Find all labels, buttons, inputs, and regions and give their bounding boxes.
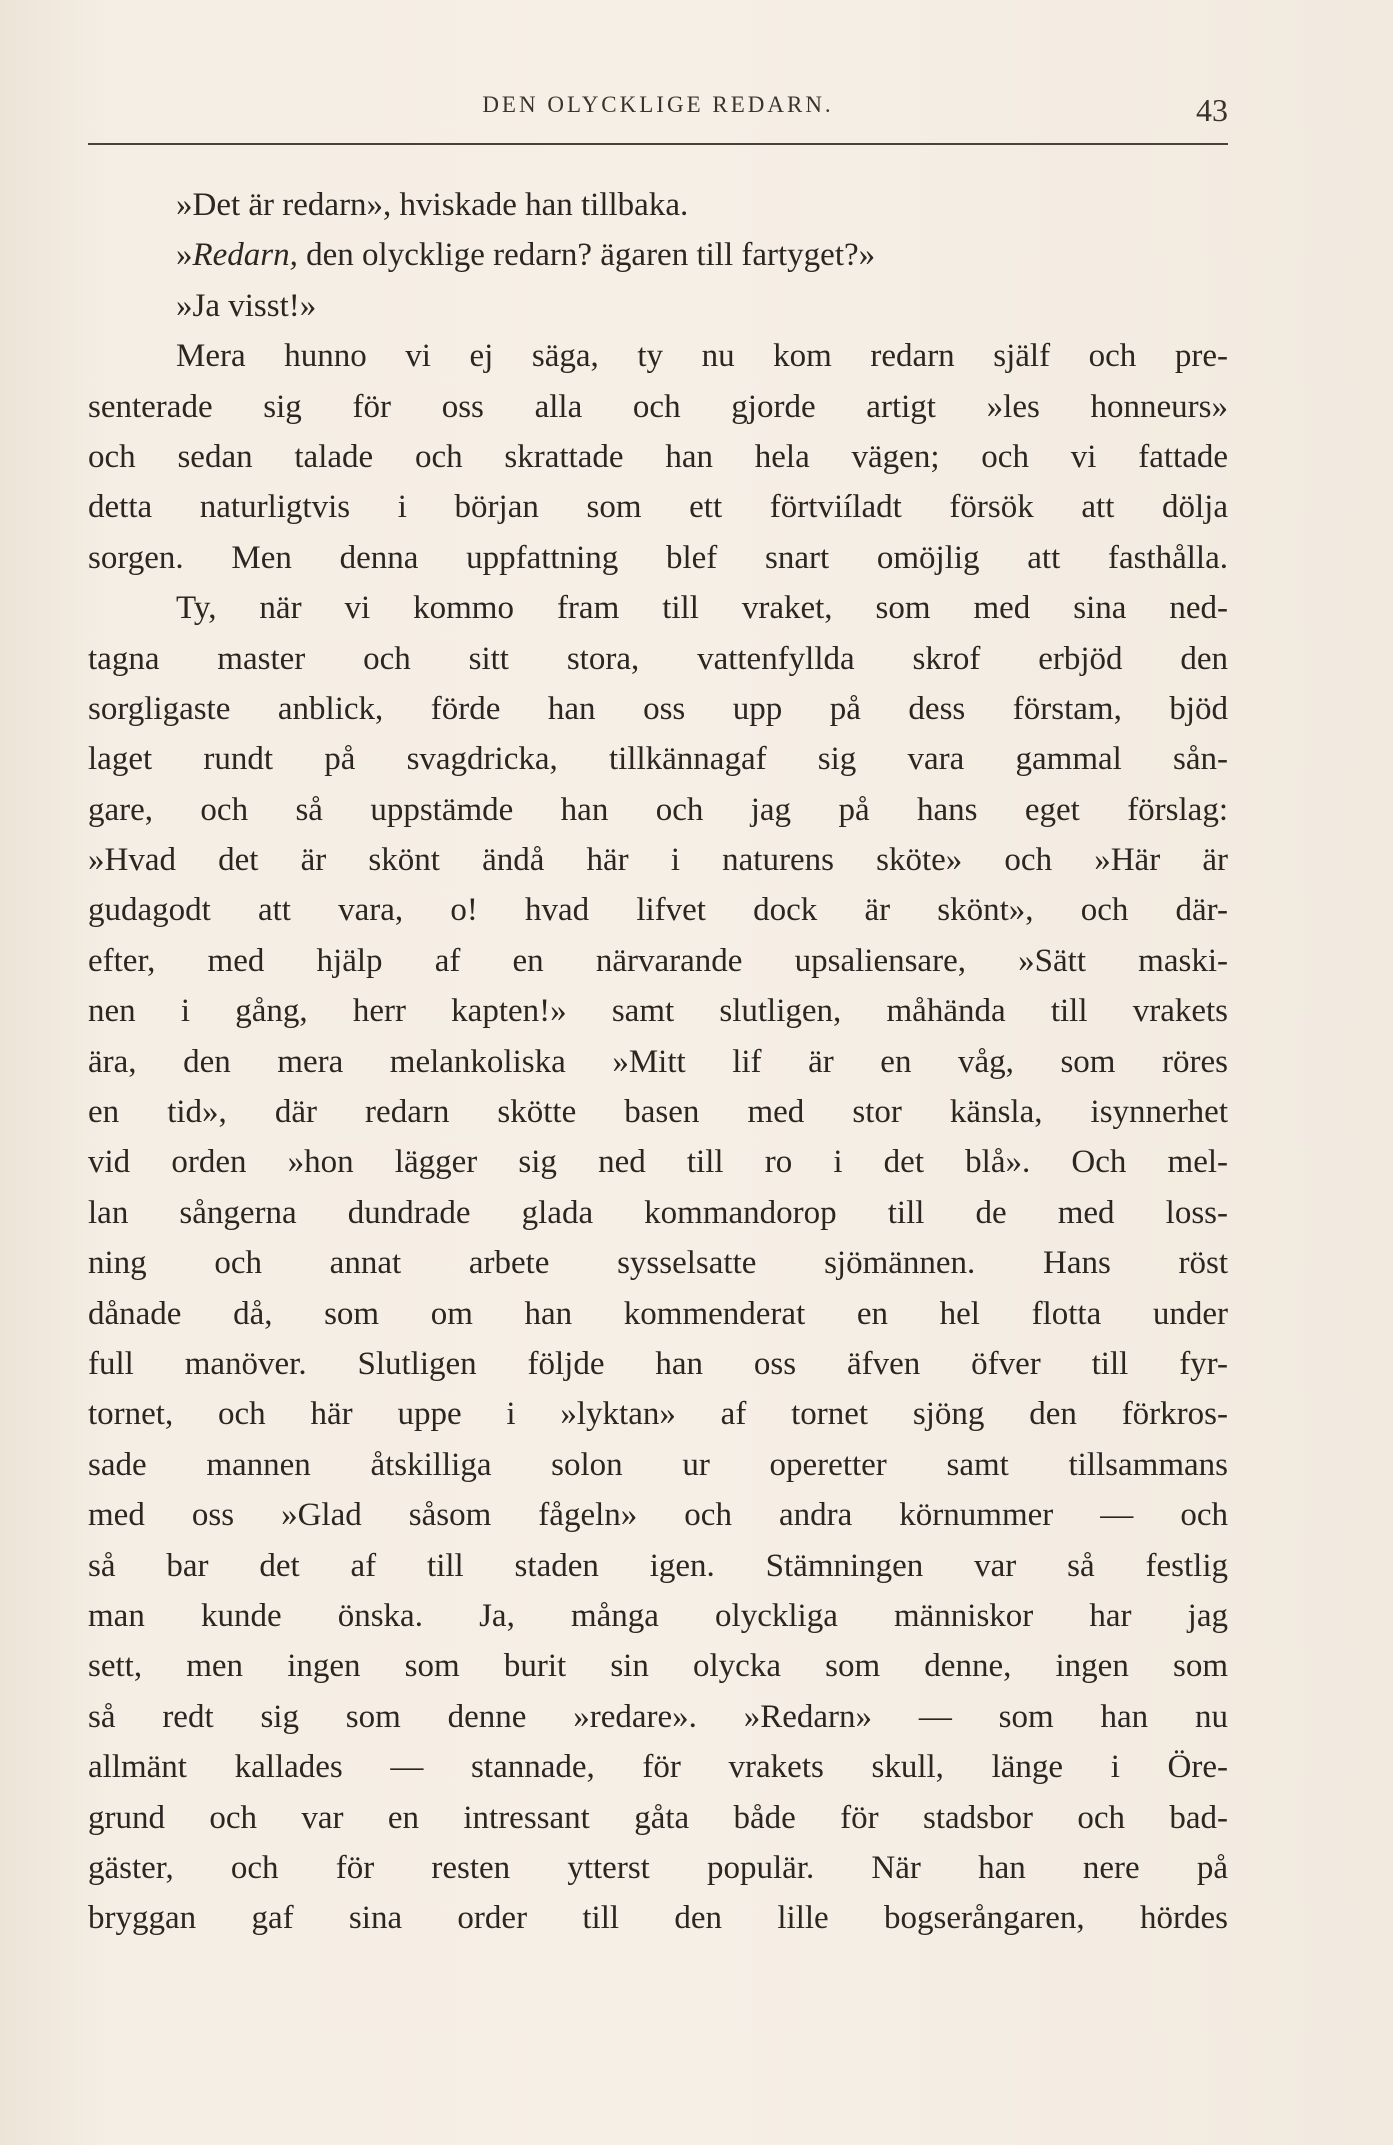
text-line: nen i gång, herr kapten!» samt slutligen, måhända till vrakets (88, 993, 1228, 1030)
text-line: allmänt kallades — stannade, för vrakets skull, länge i Öre- (88, 1749, 1228, 1786)
running-title: DEN OLYCKLIGE REDARN. (482, 92, 834, 117)
text-line: sade mannen åtskilliga solon ur operetter samt tillsammans (88, 1446, 1228, 1483)
text-line: tornet, och här uppe i »lyktan» af tornet sjöng den förkros- (88, 1396, 1228, 1433)
text-line: laget rundt på svagdricka, tillkännagaf sig vara gammal sån- (88, 741, 1228, 778)
text-line: gare, och så uppstämde han och jag på hans eget förslag: (88, 791, 1228, 828)
text-line (88, 230, 1228, 280)
text-line: Mera hunno vi ej säga, ty nu kom redarn själf och pre- (176, 338, 1228, 375)
text-line: grund och var en intressant gåta både för stadsbor och bad- (88, 1799, 1228, 1836)
text-line: ära, den mera melankoliska »Mitt lif är en våg, som röres (88, 1043, 1228, 1080)
text-line: vid orden »hon lägger sig ned till ro i det blå». Och mel- (88, 1144, 1228, 1181)
text-line: man kunde önska. Ja, många olyckliga människor har jag (88, 1597, 1228, 1634)
text-line: detta naturligtvis i början som ett förtviíladt försök att dölja (88, 489, 1228, 526)
text-line: gudagodt att vara, o! hvad lifvet dock är skönt», och där- (88, 892, 1228, 929)
text-line: tagna master och sitt stora, vattenfyllda skrof erbjöd den (88, 640, 1228, 677)
page-header (88, 88, 1228, 148)
text-line: sorgligaste anblick, förde han oss upp på dess förstam, bjöd (88, 690, 1228, 727)
text-line: Ty, när vi kommo fram till vraket, som med sina ned- (176, 590, 1228, 627)
text-line: så redt sig som denne »redare». »Redarn» — som han nu (88, 1698, 1228, 1735)
header-rule (88, 143, 1228, 145)
italic-word: Redarn, (192, 237, 298, 274)
text-line: »Hvad det är skönt ändå här i naturens sköte» och »Här är (88, 842, 1228, 879)
text-line: lan sångerna dundrade glada kommandorop till de med loss- (88, 1194, 1228, 1231)
text-line: så bar det af till staden igen. Stämningen var så festlig (88, 1547, 1228, 1584)
text-line: senterade sig för oss alla och gjorde artigt »les honneurs» (88, 388, 1228, 425)
page-number: 43 (1196, 92, 1228, 128)
text-line: med oss »Glad såsom fågeln» och andra körnummer — och (88, 1497, 1228, 1534)
quote-mark: » (176, 237, 193, 274)
text-line: »Det är redarn», hviskade han tillbaka. (176, 187, 689, 223)
text-line: ning och annat arbete sysselsatte sjömännen. Hans röst (88, 1245, 1228, 1282)
text-line: bryggan gaf sina order till den lille bogserångaren, hördes (88, 1900, 1228, 1937)
text-line: gäster, och för resten ytterst populär. När han nere på (88, 1849, 1228, 1886)
text-line: sett, men ingen som burit sin olycka som denne, ingen som (88, 1648, 1228, 1685)
text-line: dånade då, som om han kommenderat en hel flotta under (88, 1295, 1228, 1332)
text-line: full manöver. Slutligen följde han oss äfven öfver till fyr- (88, 1345, 1228, 1382)
text-line: efter, med hjälp af en närvarande upsaliensare, »Sätt maski- (88, 942, 1228, 979)
text-line: sorgen. Men denna uppfattning blef snart omöjlig att fasthålla. (88, 539, 1228, 576)
text-line: och sedan talade och skrattade han hela vägen; och vi fattade (88, 438, 1228, 475)
line-text: den olycklige redarn? ägaren till fartyget?» (297, 237, 876, 274)
text-line: en tid», där redarn skötte basen med stor känsla, isynnerhet (88, 1094, 1228, 1131)
text-line: »Ja visst!» (176, 287, 317, 324)
body-text (88, 180, 1228, 1944)
